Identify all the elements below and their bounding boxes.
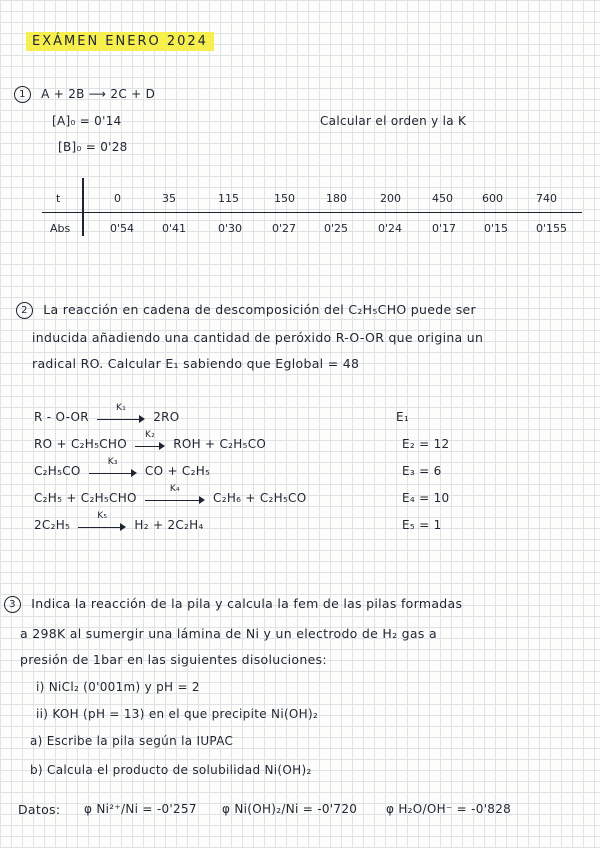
q2-line1 [16, 302, 476, 319]
q1-b0: [B]₀ = 0'28 [58, 140, 128, 154]
q3-number: 3 [4, 596, 21, 613]
q1-header [14, 86, 155, 103]
step-products: CO + C₂H₅ [144, 464, 211, 478]
q2-step-5 [34, 510, 204, 532]
abs-cell: 0'15 [484, 222, 509, 235]
table-horizontal-divider [42, 212, 582, 213]
q3-line3: presión de 1bar en las siguientes disoluciones: [20, 652, 327, 667]
step-products: C₂H₆ + C₂H₅CO [213, 491, 307, 505]
q3-dato-1: φ Ni²⁺/Ni = -0'257 [84, 802, 197, 816]
reaction-arrow [135, 429, 165, 450]
q2-energy-1: E₁ [396, 410, 409, 424]
q3-item-ii: ii) KOH (pH = 13) en el que precipite Ni(OH)₂ [36, 707, 319, 721]
rate-constant: K₁ [116, 402, 127, 413]
abs-cell: 0'25 [324, 222, 349, 235]
exam-title-highlight [26, 30, 214, 49]
q2-text: La reacción en cadena de descomposición del C₂H₅CHO puede ser [43, 302, 476, 317]
q2-line2: inducida añadiendo una cantidad de peróxido R-O-OR que origina un [32, 330, 484, 345]
q3-dato-3: φ H₂O/OH⁻ = -0'828 [386, 802, 512, 816]
abs-cell: 0'24 [378, 222, 403, 235]
q3-line2: a 298K al sumergir una lámina de Ni y un electrodo de H₂ gas a [20, 626, 437, 641]
q2-step-4 [34, 483, 307, 505]
abs-cell: 0'155 [536, 222, 568, 235]
rate-constant: K₂ [145, 429, 156, 440]
abs-cell: 0'17 [432, 222, 457, 235]
step-reactants: 2C₂H₅ [34, 518, 71, 532]
t-label: t [56, 192, 61, 205]
abs-cell: 0'41 [162, 222, 187, 235]
table-vertical-divider [82, 178, 84, 236]
q1-a0: [A]₀ = 0'14 [52, 114, 122, 128]
step-reactants: C₂H₅CO [34, 464, 81, 478]
step-reactants: RO + C₂H₅CHO [34, 437, 127, 451]
q2-number: 2 [16, 302, 33, 319]
reaction-arrow [97, 402, 145, 423]
abs-cell: 0'54 [110, 222, 135, 235]
q3-item-a: a) Escribe la pila según la IUPAC [30, 734, 234, 748]
q3-item-i: i) NiCl₂ (0'001m) y pH = 2 [36, 680, 200, 694]
t-cell: 200 [380, 192, 401, 205]
step-reactants: R - O-OR [34, 410, 89, 424]
rate-constant: K₅ [97, 510, 108, 521]
q2-energy-4: E₄ = 10 [402, 491, 450, 505]
q3-dato-2: φ Ni(OH)₂/Ni = -0'720 [222, 802, 358, 816]
abs-cell: 0'27 [272, 222, 297, 235]
q2-line3: radical RO. Calcular E₁ sabiendo que Eglobal = 48 [32, 356, 360, 371]
t-cell: 180 [326, 192, 347, 205]
q1-reaction: A + 2B ⟶ 2C + D [41, 87, 156, 101]
step-products: 2RO [153, 410, 180, 424]
step-products: ROH + C₂H₅CO [173, 437, 267, 451]
q3-item-b: b) Calcula el producto de solubilidad Ni(OH)₂ [30, 763, 312, 777]
reaction-arrow [78, 510, 126, 531]
q2-step-3 [34, 456, 211, 478]
t-cell: 35 [162, 192, 176, 205]
q1-data-table [42, 186, 582, 246]
abs-label: Abs [50, 222, 71, 235]
t-cell: 0 [114, 192, 121, 205]
t-cell: 740 [536, 192, 557, 205]
q2-energy-2: E₂ = 12 [402, 437, 450, 451]
q1-task: Calcular el orden y la K [320, 114, 467, 128]
rate-constant: K₄ [169, 483, 180, 494]
t-cell: 115 [218, 192, 239, 205]
step-reactants: C₂H₅ + C₂H₅CHO [34, 491, 137, 505]
q3-datos-label: Datos: [18, 802, 61, 817]
reaction-arrow [145, 483, 205, 504]
t-cell: 600 [482, 192, 503, 205]
q1-number: 1 [14, 86, 31, 103]
t-cell: 150 [274, 192, 295, 205]
q3-text: Indica la reacción de la pila y calcula la fem de las pilas formadas [31, 596, 463, 611]
step-products: H₂ + 2C₂H₄ [134, 518, 204, 532]
q3-line1 [4, 596, 462, 613]
q2-energy-5: E₅ = 1 [402, 518, 442, 532]
exam-title: EXÁMEN ENERO 2024 [26, 32, 214, 51]
reaction-arrow [89, 456, 137, 477]
q2-energy-3: E₃ = 6 [402, 464, 442, 478]
rate-constant: K₃ [107, 456, 118, 467]
q2-step-2 [34, 429, 267, 451]
q2-step-1 [34, 402, 180, 424]
abs-cell: 0'30 [218, 222, 243, 235]
t-cell: 450 [432, 192, 453, 205]
